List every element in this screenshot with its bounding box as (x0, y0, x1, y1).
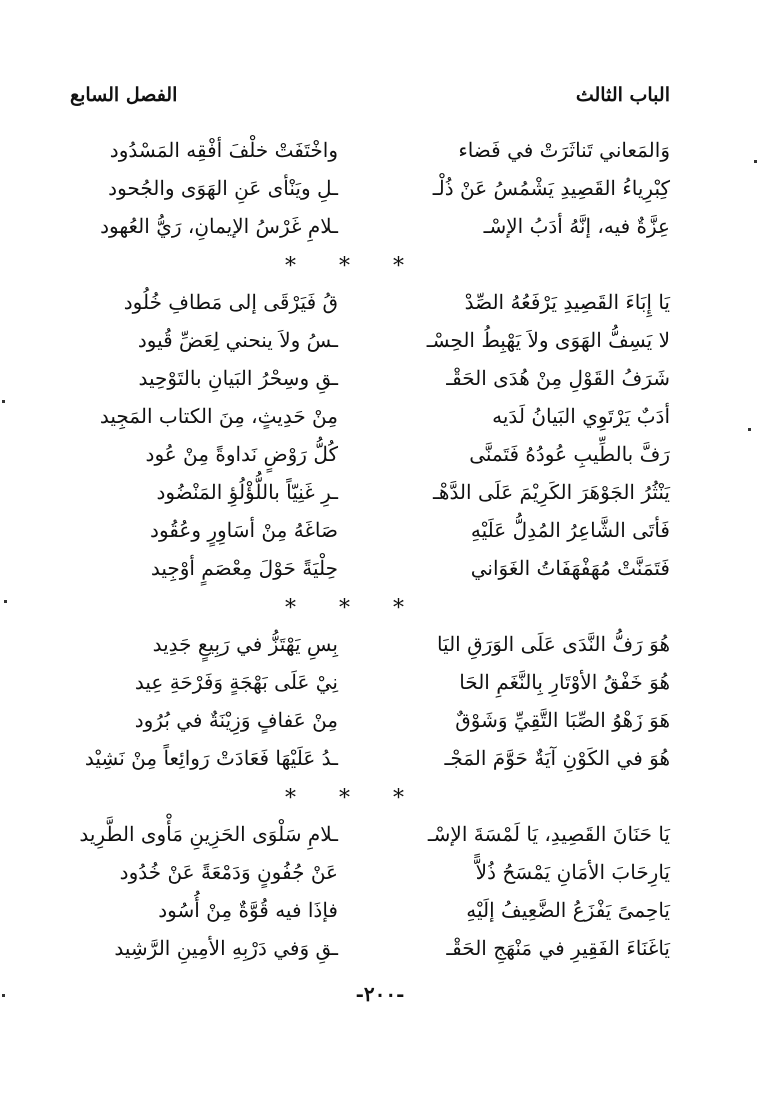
verse (70, 898, 670, 936)
verse (70, 442, 670, 480)
verse (70, 936, 670, 974)
verse (70, 746, 670, 784)
verse-second-hemistich: بِسِ يَهْتَزُّ في رَبِيعٍ جَدِيد (152, 632, 338, 656)
verse (70, 822, 670, 860)
verse-second-hemistich: ـلامِ سَلْوَى الحَزِينِ مَأْوى الطَّرِيد (79, 822, 338, 846)
page-header (70, 84, 670, 118)
verse-first-hemistich: كِبْرِياءُ القَصِيدِ يَشْمُسُ عَنْ ذُلْـ (432, 176, 670, 200)
margin-speck (748, 428, 751, 431)
stanza-separator (70, 784, 670, 822)
verse-first-hemistich: فَأتَى الشَّاعِرُ المُدِلُّ عَلَيْهِ (470, 518, 670, 542)
verse-second-hemistich: ـسُ ولاَ ينحني لِعَضِّ قُيود (137, 328, 338, 352)
page-number: -٢٠٠- (355, 982, 405, 1006)
verse (70, 860, 670, 898)
verse-second-hemistich: مِنْ عَفافٍ وَزِيْنَةٌ في بُرُود (134, 708, 338, 732)
verse-first-hemistich: يَاحِمىً يَفْزَعُ الضَّعِيفُ إلَيْهِ (466, 898, 670, 922)
verse-second-hemistich: ـرِ غَنِيّاً باللُّؤْلُؤِ المَنْضُود (156, 480, 338, 504)
verse-second-hemistich: ـدُ عَلَيْهَا فَعَادَتْ رَوائِعاً مِنْ نَشِيْد (84, 746, 338, 770)
verse-second-hemistich: واخْتَفَتْ خلْفَ أفْقِه المَسْدُود (109, 138, 338, 162)
verse-second-hemistich: ـلِ ويَنْأى عَنِ الهَوَى والجُحود (108, 176, 338, 200)
verse-second-hemistich: ـقِ وَفي دَرْبِهِ الأمِينِ الرَّشِيد (114, 936, 338, 960)
verse-second-hemistich: ـقِ وسِحْرُ البَيانِ بالتَوْحِيد (138, 366, 338, 390)
verse-first-hemistich: هُوَ رَفُّ النَّدَى عَلَى الوَرَقِ اليَا (436, 632, 670, 656)
verse-second-hemistich: حِلْيَةً حَوْلَ مِعْصَمٍ أوْجِيد (150, 556, 338, 580)
verse (70, 138, 670, 176)
verse-first-hemistich: يَاغَنَاءَ الفَقِيرِ في مَنْهَجِ الحَقْـ (446, 936, 670, 960)
verse (70, 214, 670, 252)
margin-speck (2, 400, 5, 403)
verse (70, 328, 670, 366)
margin-speck (4, 600, 7, 603)
verse-second-hemistich: كُلُّ رَوْضٍ نَداوةً مِنْ عُود (145, 442, 338, 466)
verse (70, 556, 670, 594)
verse (70, 290, 670, 328)
verse-first-hemistich: هُوَ في الكَوْنِ آيَةٌ حَوَّمَ المَجْـ (444, 746, 670, 770)
margin-speck (2, 994, 5, 997)
verse (70, 518, 670, 556)
separator-stars: * * * (285, 254, 422, 279)
poem (70, 138, 670, 974)
verse-second-hemistich: عَنْ جُفُونٍ وَدَمْعَةً عَنْ خُدُود (119, 860, 338, 884)
verse (70, 176, 670, 214)
separator-stars: * * * (285, 596, 422, 621)
verse-second-hemistich: فإذَا فيه قُوَّةٌ مِنْ أُسُود (158, 898, 338, 922)
margin-speck (754, 160, 757, 163)
verse-second-hemistich: ـلامِ غَرْسُ الإيمانِ، رَيُّ العُهود (100, 214, 338, 238)
verse-first-hemistich: يَا حَنَانَ القَصِيدِ، يَا لَمْسَةَ الإسْـ (427, 822, 670, 846)
verse-first-hemistich: هُوَ خَفْقُ الأوْتَارِ بِالنَّغَمِ الحَا (459, 670, 670, 694)
verse-first-hemistich: فَتَمَنَّتْ مُهَفْهَفَاتُ الغَوَاني (470, 556, 670, 580)
verse (70, 366, 670, 404)
verse-first-hemistich: لا يَسِفُّ الهَوَى ولاَ يَهْبِطُ الحِسْـ (426, 328, 670, 352)
verse-second-hemistich: مِنْ حَدِيثٍ، مِنَ الكتاب المَجِيد (99, 404, 338, 428)
chapter-title: الباب الثالث (575, 84, 670, 106)
stanza-separator (70, 252, 670, 290)
stanza-separator (70, 594, 670, 632)
verse (70, 708, 670, 746)
verse-first-hemistich: يَنْثُرُ الجَوْهَرَ الكَرِيْمَ عَلَى الدَّهْـ (433, 480, 670, 504)
verse-first-hemistich: يَارِحَابَ الأمَانِ يَمْسَحُ ذُلاًّ (475, 860, 670, 884)
separator-stars: * * * (285, 786, 422, 811)
verse (70, 480, 670, 518)
verse-first-hemistich: يَا إِبَاءَ القَصِيدِ يَرْفَعُهُ الصِّدْ (464, 290, 670, 314)
verse-first-hemistich: رَفَّ بالطِّيبِ عُودُهُ فَتَمنَّى (469, 442, 670, 466)
verse-first-hemistich: هَوَ زَهْوُ الصِّبَا التَّقِيِّ وَشَوْقٌ (455, 708, 670, 732)
verse-first-hemistich: شَرَفُ القَوْلِ مِنْ هُدَى الحَقْـ (446, 366, 670, 390)
verse (70, 404, 670, 442)
verse (70, 670, 670, 708)
verse-second-hemistich: نِيْ عَلَى بَهْجَةٍ وَفَرْحَةِ عِيد (134, 670, 338, 694)
verse-first-hemistich: عِزَّةٌ فيه، إنَّهُ أدَبُ الإسْـ (483, 214, 670, 238)
verse-second-hemistich: قُ فَيَرْقَى إلى مَطافِ خُلُود (123, 290, 338, 314)
verse-first-hemistich: وَالمَعاني تَناثَرَتْ في فَضاء (458, 138, 670, 162)
verse-first-hemistich: أدَبٌ يَرْتَوِي البَيانُ لَدَيه (492, 404, 670, 428)
verse (70, 632, 670, 670)
section-title: الفصل السابع (70, 84, 178, 106)
verse-second-hemistich: صَاغَهُ مِنْ أسَاوِرٍ وعُقُود (150, 518, 338, 542)
